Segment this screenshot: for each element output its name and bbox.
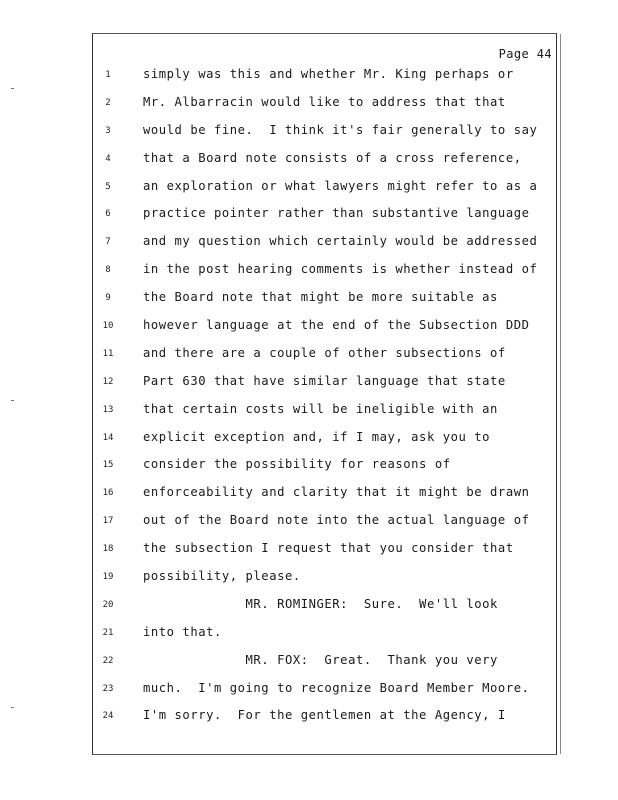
transcript-line (93, 67, 556, 95)
transcript-line (93, 485, 556, 513)
line-text: that a Board note consists of a cross reference, (143, 150, 522, 165)
line-number: 20 (102, 599, 114, 610)
line-number: 6 (105, 209, 111, 220)
transcript-line (93, 597, 556, 625)
line-text: however language at the end of the Subsection DDD (143, 318, 530, 333)
line-number: 23 (102, 683, 114, 694)
transcript-line (93, 430, 556, 458)
line-number: 2 (105, 97, 111, 108)
line-text: in the post hearing comments is whether instead of (143, 262, 538, 277)
line-text: MR. FOX: Great. Thank you very (143, 652, 498, 667)
transcript-line (93, 374, 556, 402)
line-number: 3 (105, 125, 111, 136)
transcript-line (93, 402, 556, 430)
page-number: Page 44 (498, 47, 552, 61)
transcript-page (92, 33, 557, 755)
transcript-line (93, 708, 556, 736)
transcript-line (93, 569, 556, 597)
transcript-line (93, 318, 556, 346)
transcript-line (93, 346, 556, 374)
margin-mark (11, 400, 14, 401)
line-text: and my question which certainly would be addressed (143, 234, 538, 249)
transcript-line (93, 95, 556, 123)
line-number: 15 (102, 460, 114, 471)
transcript-line (93, 234, 556, 262)
margin-mark (11, 707, 14, 708)
line-text: the subsection I request that you consider that (143, 541, 514, 556)
line-text: possibility, please. (143, 569, 301, 584)
line-number: 14 (102, 432, 114, 443)
line-number: 1 (105, 70, 111, 80)
line-number: 24 (102, 711, 114, 722)
line-text: Mr. Albarracin would like to address that that (143, 94, 506, 109)
line-number: 19 (102, 572, 114, 583)
transcript-line (93, 457, 556, 485)
line-number: 21 (102, 627, 114, 638)
transcript-line (93, 151, 556, 179)
line-text: enforceability and clarity that it might be drawn (143, 485, 530, 500)
line-text: explicit exception and, if I may, ask you to (143, 429, 491, 444)
transcript-line (93, 681, 556, 709)
line-number: 8 (105, 265, 111, 276)
line-number: 11 (102, 348, 114, 359)
line-text: the Board note that might be more suitable as (143, 290, 498, 305)
margin-mark (11, 88, 14, 89)
line-number: 13 (102, 404, 114, 415)
transcript-line (93, 179, 556, 207)
line-text: practice pointer rather than substantive language (143, 206, 530, 221)
transcript-line (93, 206, 556, 234)
line-text: simply was this and whether Mr. King perhaps or (143, 67, 514, 81)
line-number: 12 (102, 376, 114, 387)
line-text: into that. (143, 624, 222, 639)
line-text: an exploration or what lawyers might refer to as a (143, 178, 538, 193)
line-number: 5 (105, 181, 111, 192)
transcript-line (93, 262, 556, 290)
line-number: 7 (105, 237, 111, 248)
line-text: that certain costs will be ineligible with an (143, 401, 498, 416)
line-number: 18 (102, 544, 114, 555)
transcript-line (93, 625, 556, 653)
line-number: 4 (105, 153, 111, 164)
line-text: MR. ROMINGER: Sure. We'll look (143, 596, 498, 611)
transcript-line (93, 123, 556, 151)
transcript-line (93, 541, 556, 569)
line-text: and there are a couple of other subsections of (143, 345, 506, 360)
line-text: out of the Board note into the actual language of (143, 513, 530, 528)
transcript-lines (93, 67, 556, 736)
line-number: 10 (102, 321, 114, 332)
line-text: consider the possibility for reasons of (143, 457, 451, 472)
line-number: 9 (105, 293, 111, 304)
line-number: 16 (102, 488, 114, 499)
line-text: I'm sorry. For the gentlemen at the Agency, I (143, 708, 506, 723)
line-number: 22 (102, 655, 114, 666)
line-text: would be fine. I think it's fair generally to say (143, 122, 538, 137)
transcript-line (93, 290, 556, 318)
line-text: Part 630 that have similar language that state (143, 373, 506, 388)
transcript-line (93, 653, 556, 681)
line-number: 17 (102, 516, 114, 527)
transcript-line (93, 513, 556, 541)
line-text: much. I'm going to recognize Board Member Moore. (143, 680, 530, 695)
